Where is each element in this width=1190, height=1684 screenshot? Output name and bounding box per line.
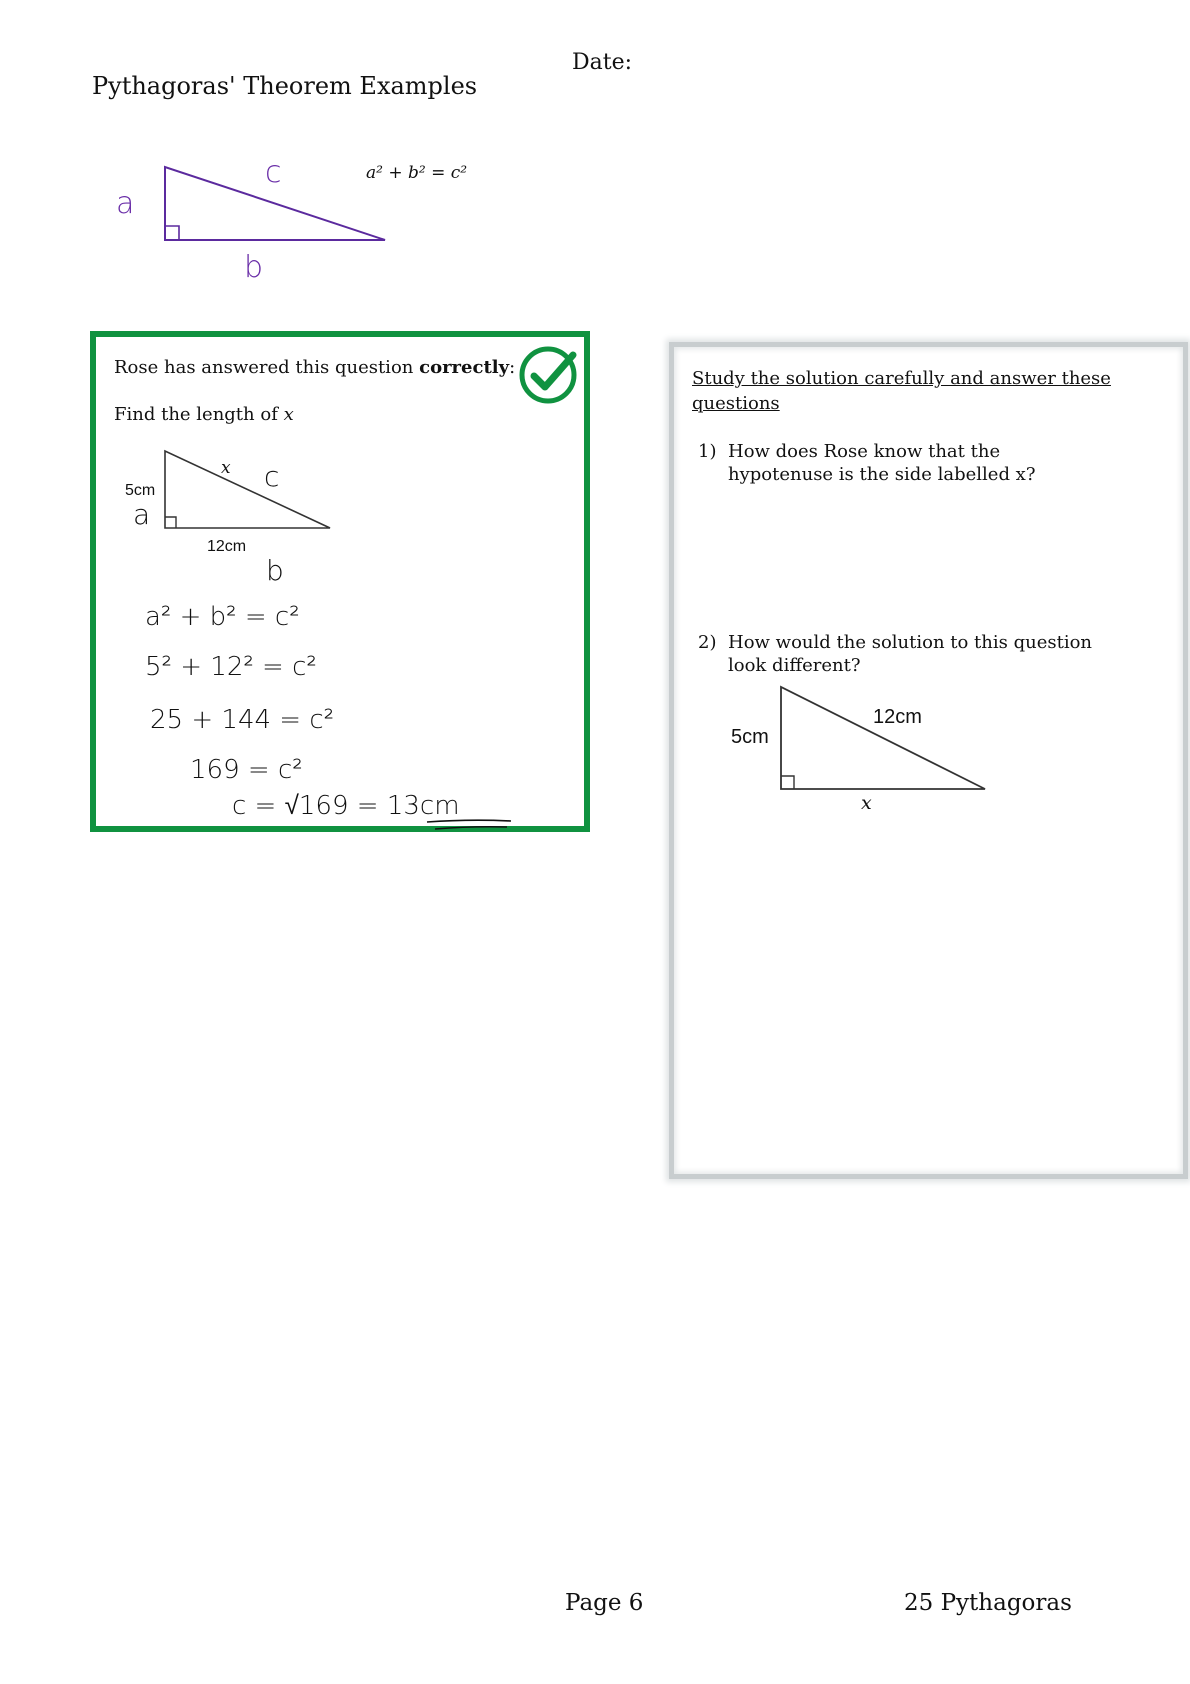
example-intro-text: Rose has answered this question [114,357,420,378]
working-line-4: 169 = c² [190,755,303,785]
example-question-text: Find the length of [114,404,284,425]
question-1 [698,440,1148,490]
handwritten-a: a [133,498,151,531]
question-2-number: 2) [698,632,717,653]
questions-heading: Study the solution carefully and answer these questions [692,368,1111,414]
working-line-5: c = √169 = 13cm [232,791,460,821]
example-intro-bold: correctly [419,357,510,378]
answer-underline [425,818,515,832]
handwritten-c: c [264,460,280,493]
example-triangle [150,440,350,540]
working-line-1: a² + b² = c² [145,602,300,632]
example-intro [114,357,515,378]
question-side-5cm: 5cm [731,726,769,748]
example-intro-end: : [509,357,516,378]
reference-label-a: a [116,186,135,221]
working-line-2: 5² + 12² = c² [145,652,317,682]
reference-label-c: c [265,155,282,190]
question-side-12cm: 12cm [873,706,922,728]
question-1-text: How does Rose know that the hypotenuse is the side labelled x? [728,441,1036,485]
topic-footer: 25 Pythagoras [904,1590,1072,1616]
example-side-12cm: 12cm [207,538,247,555]
question-2-text: How would the solution to this question look different? [728,632,1093,676]
question-2 [698,631,1148,681]
example-hyp-x: x [221,458,231,478]
example-question-var: x [283,404,294,425]
checkmark-icon [518,345,582,409]
question-triangle [770,680,1000,800]
working-line-3: 25 + 144 = c² [150,705,335,735]
question-1-number: 1) [698,441,717,462]
pythagoras-formula: a² + b² = c² [366,163,468,183]
page-number: Page 6 [565,1590,644,1616]
date-label: Date: [572,50,633,75]
example-question [114,404,294,425]
example-side-5cm: 5cm [125,482,156,499]
handwritten-b: b [266,554,284,587]
page-title: Pythagoras' Theorem Examples [92,72,478,100]
question-side-x: x [861,792,872,814]
reference-label-b: b [244,250,264,285]
